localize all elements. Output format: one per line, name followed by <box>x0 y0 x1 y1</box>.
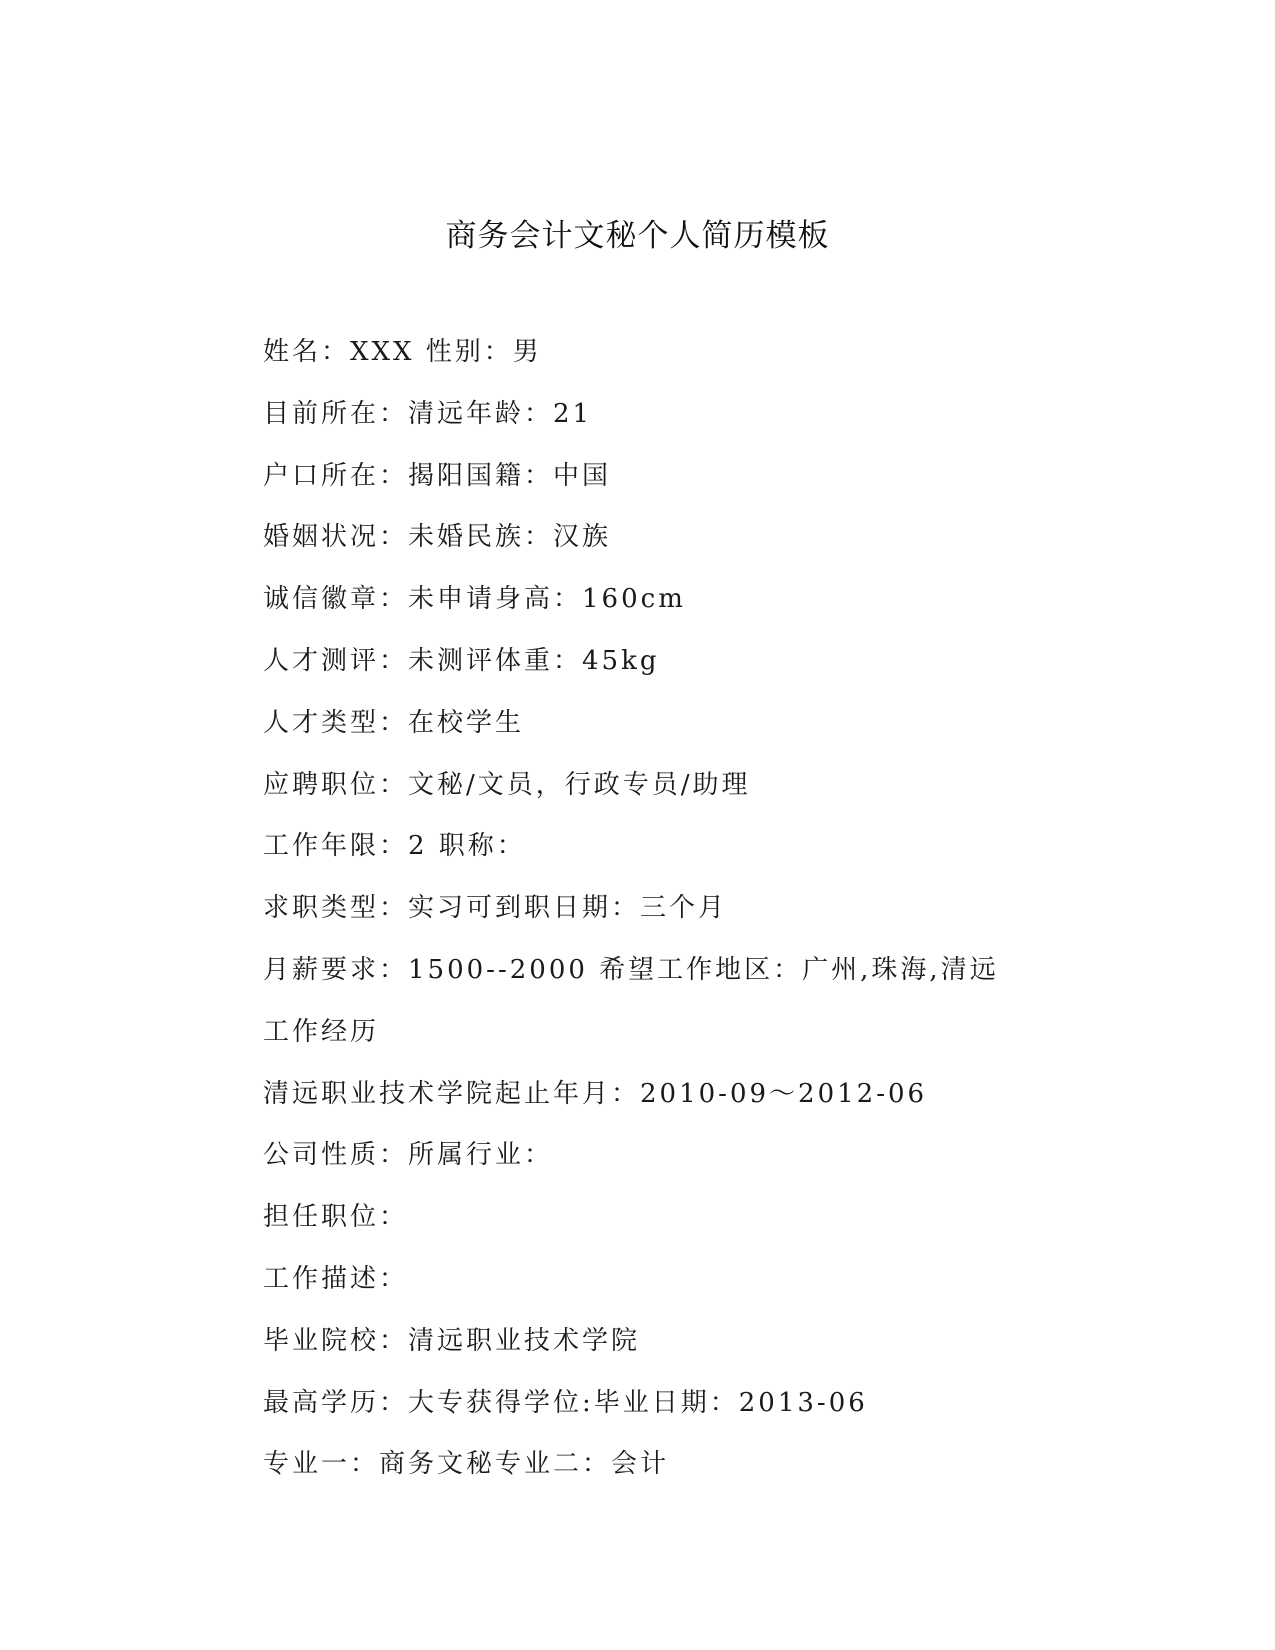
resume-body <box>263 334 1163 1508</box>
line-name-gender: 姓名：XXX 性别：男 <box>263 337 542 367</box>
line-education-degree: 最高学历：大专获得学位:毕业日期：2013-06 <box>263 1387 868 1418</box>
line-talent-type: 人才类型：在校学生 <box>263 707 525 738</box>
line-location-age: 目前所在：清远年龄：21 <box>263 398 593 429</box>
line-company-industry: 公司性质：所属行业： <box>263 1140 554 1171</box>
line-majors: 专业一：商务文秘专业二：会计 <box>263 1449 670 1480</box>
line-position-held: 担任职位： <box>263 1202 409 1233</box>
document-title: 商务会计文秘个人简历模板 <box>445 218 830 254</box>
line-graduated-school: 毕业院校：清远职业技术学院 <box>263 1325 641 1356</box>
line-assessment-weight: 人才测评：未测评体重：45kg <box>263 645 660 676</box>
line-job-type-start: 求职类型：实习可到职日期：三个月 <box>263 893 728 924</box>
line-hukou-nationality: 户口所在：揭阳国籍：中国 <box>263 460 612 491</box>
line-marital-ethnicity: 婚姻状况：未婚民族：汉族 <box>263 522 612 553</box>
line-work-years-title: 工作年限：2 职称： <box>263 831 526 862</box>
line-applied-position: 应聘职位：文秘/文员，行政专员/助理 <box>263 769 751 800</box>
line-salary-region: 月薪要求：1500--2000 希望工作地区：广州,珠海,清远 <box>263 954 999 985</box>
line-employer-dates: 清远职业技术学院起止年月：2010-09～2012-06 <box>263 1078 928 1109</box>
section-work-experience: 工作经历 <box>263 1016 380 1047</box>
line-badge-height: 诚信徽章：未申请身高：160cm <box>263 584 686 615</box>
line-work-description: 工作描述： <box>263 1263 409 1294</box>
